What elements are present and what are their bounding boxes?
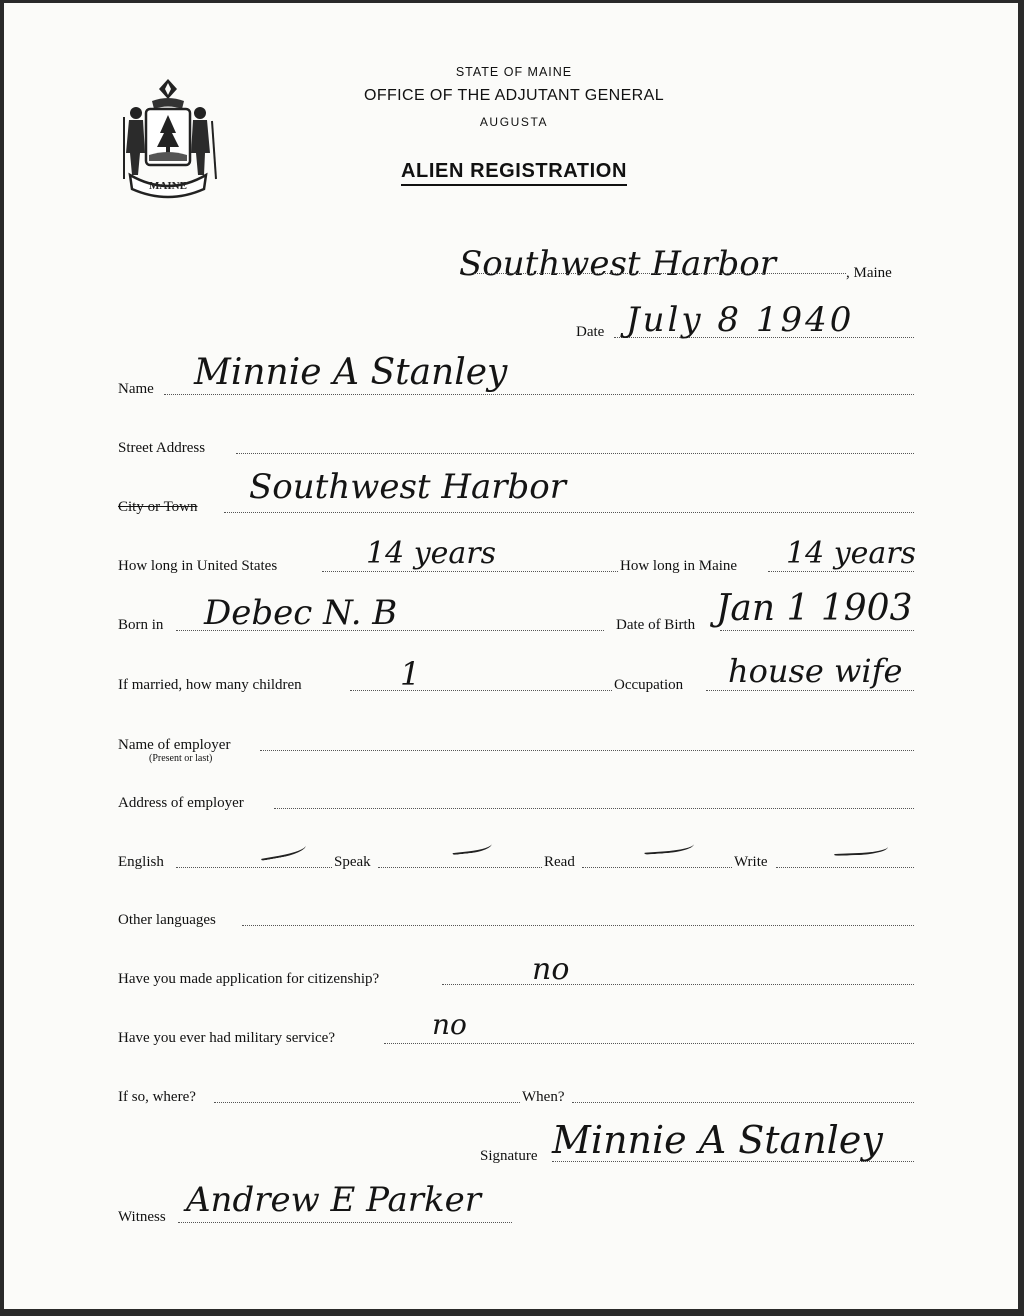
citizenship-label: Have you made application for citizenship? [118, 971, 380, 987]
city-heading: AUGUSTA [479, 115, 549, 129]
date-value: July 8 1940 [626, 300, 855, 340]
location-suffix: , Maine [846, 265, 892, 281]
read-check-mark [644, 839, 695, 854]
city-town-value: Southwest Harbor [249, 467, 567, 507]
born-in-label: Born in [118, 617, 164, 633]
date-label: Date [576, 324, 605, 340]
office-heading: OFFICE OF THE ADJUTANT GENERAL [363, 87, 665, 104]
how-long-us-label: How long in United States [118, 558, 278, 574]
name-label: Name [118, 381, 154, 397]
employer-name-label: Name of employer [118, 737, 231, 753]
how-long-maine-value: 14 years [786, 536, 917, 571]
employer-address-label: Address of employer [118, 795, 244, 811]
employer-name-sublabel: (Present or last) [149, 753, 213, 764]
write-check-mark [834, 842, 888, 856]
how-long-maine-label: How long in Maine [620, 558, 738, 574]
witness-label: Witness [118, 1209, 166, 1225]
signature-label: Signature [480, 1148, 538, 1164]
witness-value: Andrew E Parker [186, 1180, 481, 1220]
english-label: English [118, 854, 164, 870]
read-label: Read [544, 854, 575, 870]
children-value: 1 [400, 655, 421, 693]
date-of-birth-value: Jan 1 1903 [716, 588, 913, 629]
military-label: Have you ever had military service? [118, 1030, 335, 1046]
signature-value: Minnie A Stanley [552, 1118, 883, 1162]
street-address-label: Street Address [118, 440, 206, 456]
how-long-us-value: 14 years [366, 536, 497, 571]
state-seal-icon [116, 75, 220, 199]
when-label: When? [522, 1089, 565, 1105]
citizenship-value: no [532, 952, 570, 987]
form-title: ALIEN REGISTRATION [314, 160, 714, 183]
speak-label: Speak [334, 854, 371, 870]
city-town-label: City or Town [118, 499, 198, 515]
speak-check-mark [451, 839, 492, 855]
occupation-value: house wife [728, 652, 903, 690]
occupation-label: Occupation [614, 677, 684, 693]
military-value: no [432, 1008, 467, 1041]
english-check-mark [259, 841, 306, 861]
svg-text:MAINE: MAINE [149, 180, 187, 192]
location-value: Southwest Harbor [459, 244, 777, 284]
if-so-where-label: If so, where? [118, 1089, 196, 1105]
registration-form [4, 3, 1018, 1309]
born-in-value: Debec N. B [204, 593, 398, 633]
name-value: Minnie A Stanley [194, 352, 508, 393]
children-label: If married, how many children [118, 677, 302, 693]
other-languages-label: Other languages [118, 912, 216, 928]
date-of-birth-label: Date of Birth [616, 617, 696, 633]
write-label: Write [734, 854, 768, 870]
state-heading: STATE OF MAINE [455, 65, 573, 79]
